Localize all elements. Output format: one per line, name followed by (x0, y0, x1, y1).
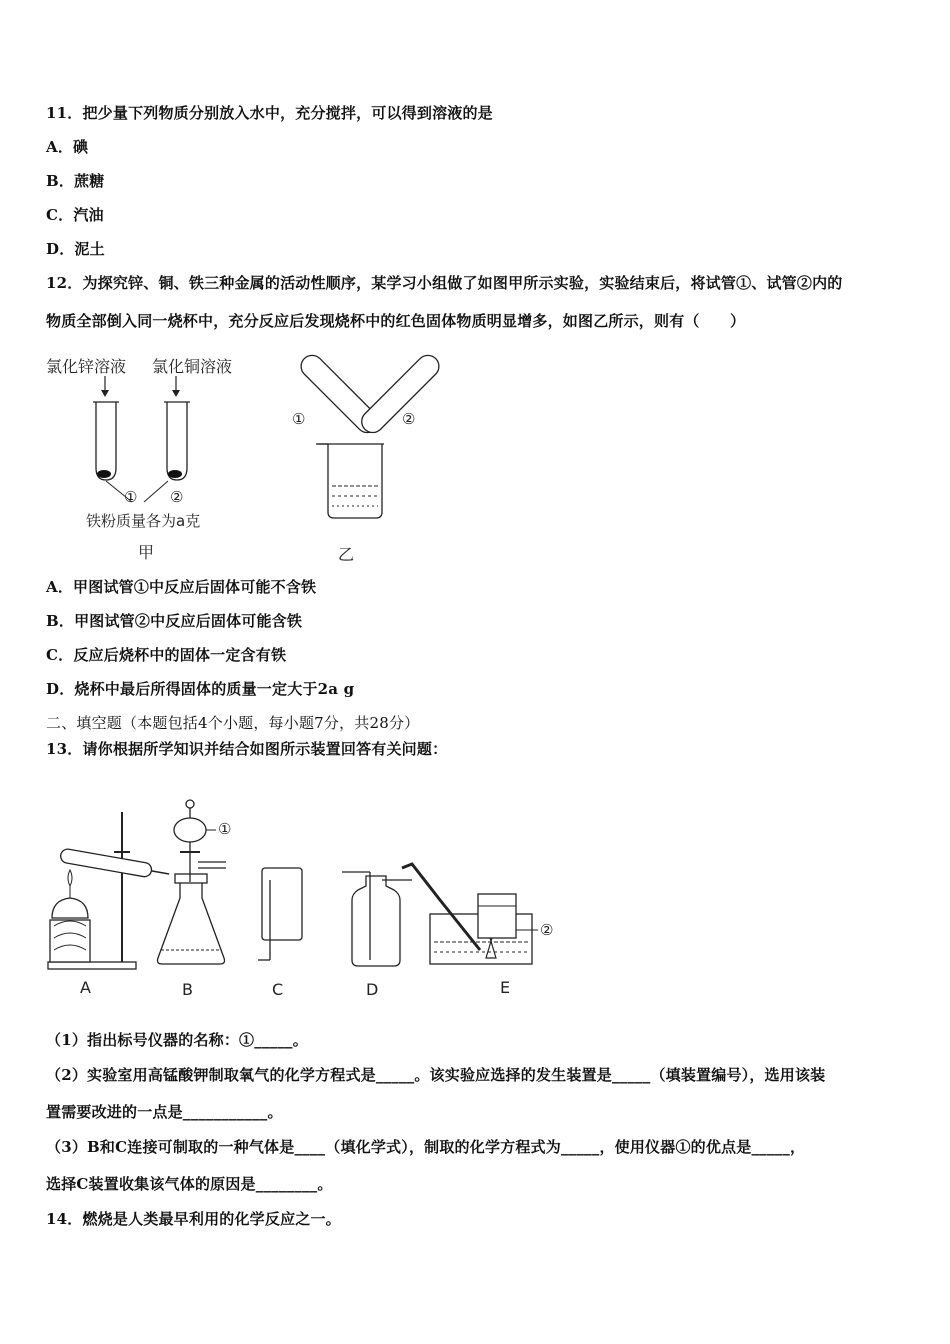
apparatus-label-e: E (500, 978, 511, 997)
apparatus-label-c: C (272, 980, 284, 999)
q13-stem: 13．请你根据所学知识并结合如图所示装置回答有关问题： (46, 740, 448, 758)
q12-option-c: C．反应后烧杯中的固体一定含有铁 (46, 646, 287, 664)
instrument-mark-1: ① (218, 820, 232, 838)
instrument-mark-2: ② (540, 921, 554, 939)
iron-powder-note: 铁粉质量各为a克 (86, 512, 201, 530)
tube2-mark: ② (170, 488, 184, 506)
test-tube-diagram (40, 340, 460, 565)
q13-part3-line2: 选择C装置收集该气体的原因是________。 (46, 1175, 333, 1193)
apparatus-label-d: D (366, 980, 379, 999)
q13-part2-line1: （2）实验室用高锰酸钾制取氧气的化学方程式是_____。该实验应选择的发生装置是_____（填装置编号），选用该装 (46, 1066, 826, 1084)
q12-option-b: B．甲图试管②中反应后固体可能含铁 (46, 612, 303, 630)
q11-stem: 11．把少量下列物质分别放入水中，充分搅拌，可以得到溶液的是 (46, 104, 493, 122)
q12-figure (40, 340, 460, 565)
q11-option-b: B．蔗糖 (46, 172, 105, 190)
apparatus-label-a: A (80, 978, 91, 997)
label-copper-chloride: 氯化铜溶液 (152, 357, 233, 376)
caption-jia: 甲 (138, 543, 155, 562)
q13-part1: （1）指出标号仪器的名称：①_____。 (46, 1031, 308, 1049)
lab-apparatus-diagram (40, 790, 580, 1005)
q13-apparatus-figure (40, 790, 580, 1005)
section-2-heading: 二、填空题（本题包括4个小题，每小题7分，共28分） (46, 714, 420, 732)
label-zinc-chloride: 氯化锌溶液 (46, 357, 127, 376)
q11-option-c: C．汽油 (46, 206, 104, 224)
q12-option-d: D．烧杯中最后所得固体的质量一定大于2a g (46, 680, 355, 698)
q12-option-a: A．甲图试管①中反应后固体可能不含铁 (46, 578, 317, 596)
q12-stem-line1: 12．为探究锌、铜、铁三种金属的活动性顺序，某学习小组做了如图甲所示实验，实验结束后，将试管①、试管②内的 (46, 274, 843, 292)
q14-stem: 14．燃烧是人类最早利用的化学反应之一。 (46, 1210, 341, 1228)
pour-tube1-mark: ① (292, 410, 306, 428)
q13-part2-line2: 置需要改进的一点是___________。 (46, 1103, 283, 1121)
caption-yi: 乙 (338, 545, 355, 564)
q13-part3-line1: （3）B和C连接可制取的一种气体是____（填化学式），制取的化学方程式为_____，使用仪器①的优点是_____， (46, 1138, 806, 1156)
tube1-mark: ① (124, 488, 138, 506)
q11-option-a: A．碘 (46, 138, 89, 156)
q12-stem-line2: 物质全部倒入同一烧杯中，充分反应后发现烧杯中的红色固体物质明显增多，如图乙所示，则有（ ） (46, 312, 746, 330)
q11-option-d: D．泥土 (46, 240, 105, 258)
apparatus-label-b: B (182, 980, 193, 999)
pour-tube2-mark: ② (402, 410, 416, 428)
